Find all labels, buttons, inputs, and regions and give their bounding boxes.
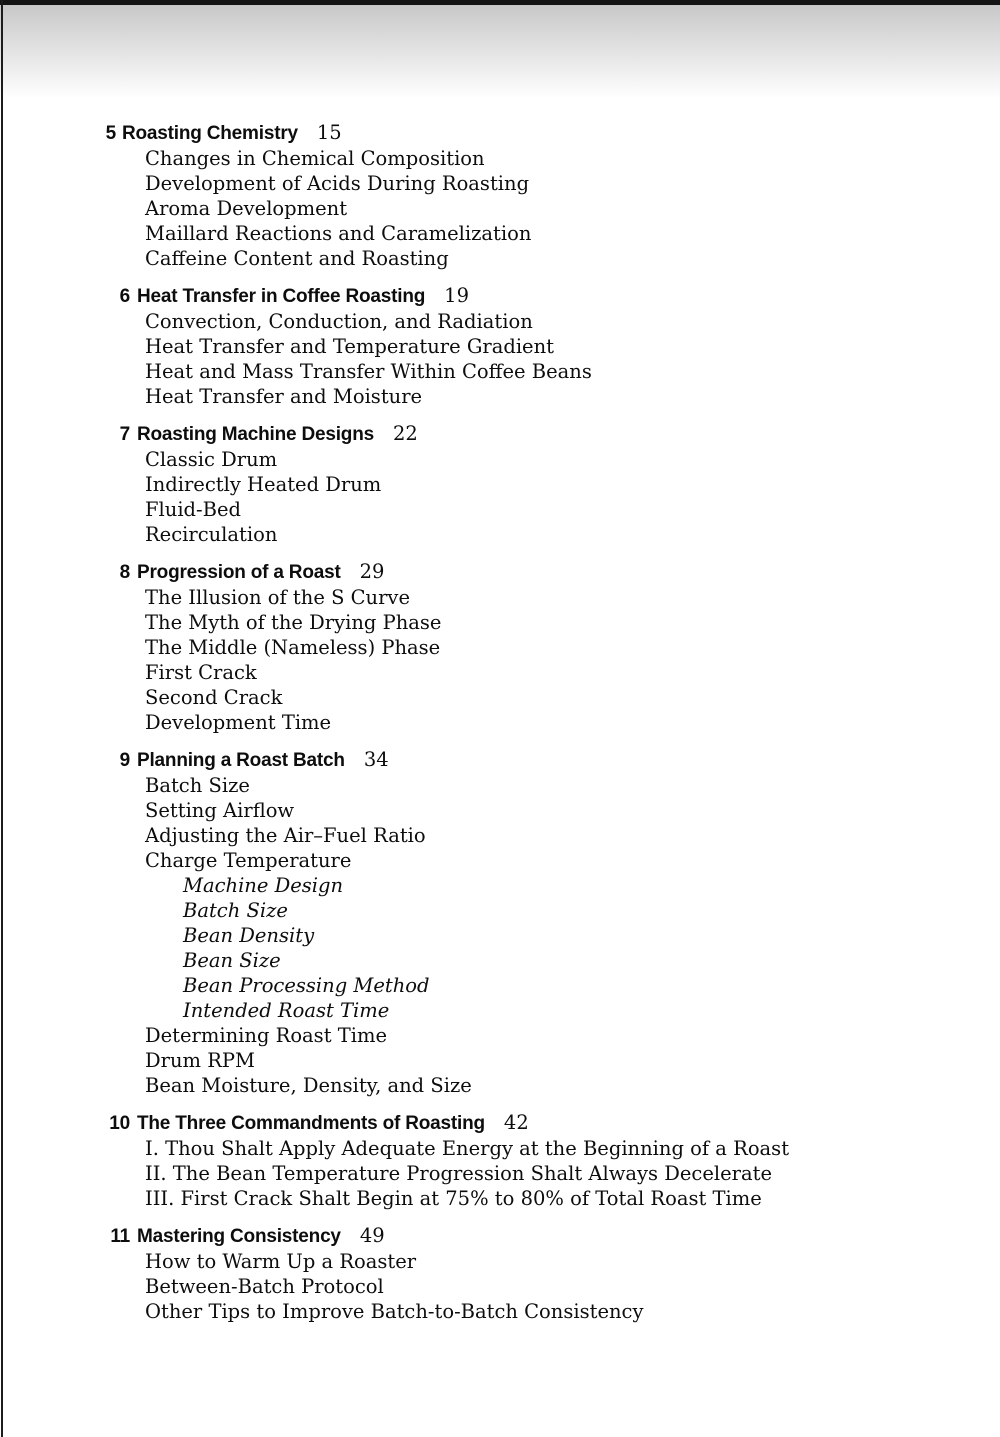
chapter-number: 11 <box>110 1226 130 1247</box>
page-top-shadow <box>0 5 1000 107</box>
chapter-page-number: 29 <box>359 560 385 583</box>
top-edge-bar <box>0 0 1000 5</box>
toc-entry: Charge Temperature <box>145 849 352 872</box>
chapter-page-number: 42 <box>503 1111 529 1134</box>
chapter-title: Mastering Consistency <box>137 1226 341 1247</box>
toc-entry: Changes in Chemical Composition <box>145 147 485 170</box>
toc-chapter <box>0 747 900 1098</box>
toc-subentry: Bean Size <box>183 949 281 972</box>
toc-subentry: Intended Roast Time <box>183 999 390 1022</box>
toc-entry: Heat Transfer and Moisture <box>145 385 423 408</box>
toc-entry: Between-Batch Protocol <box>145 1275 384 1298</box>
chapter-heading <box>0 421 900 447</box>
chapter-number: 9 <box>119 750 130 771</box>
toc-entry: Development of Acids During Roasting <box>145 172 530 195</box>
toc-entry: Second Crack <box>145 686 283 709</box>
chapter-page-number: 19 <box>444 284 469 307</box>
chapter-entries <box>0 447 900 547</box>
toc-entry: Determining Roast Time <box>145 1024 387 1047</box>
chapter-heading <box>0 747 900 773</box>
chapter-page-number: 22 <box>392 422 418 445</box>
toc-entry: II. The Bean Temperature Progression Shalt Always Decelerate <box>145 1162 772 1185</box>
toc-entry: Drum RPM <box>145 1049 255 1072</box>
chapter-heading <box>0 1110 900 1136</box>
toc-subentry: Batch Size <box>183 899 288 922</box>
toc-entry: The Myth of the Drying Phase <box>145 611 442 634</box>
chapter-number: 7 <box>119 424 130 445</box>
toc-entry: Setting Airflow <box>145 799 295 822</box>
chapter-entries <box>0 1136 900 1211</box>
chapter-entries <box>0 146 900 271</box>
toc-chapter <box>0 559 900 735</box>
left-edge-line <box>1 0 3 1437</box>
chapter-title: Roasting Machine Designs <box>137 424 374 445</box>
toc-entry: Bean Moisture, Density, and Size <box>145 1074 472 1097</box>
toc-entry: Indirectly Heated Drum <box>145 473 382 496</box>
toc-entry: First Crack <box>145 661 257 684</box>
chapter-heading <box>0 283 900 309</box>
toc-subentry: Machine Design <box>183 874 344 897</box>
chapter-title: Progression of a Roast <box>137 562 341 583</box>
chapter-page-number: 34 <box>363 748 389 771</box>
toc-entry: Heat and Mass Transfer Within Coffee Beans <box>145 360 592 383</box>
chapter-title: The Three Commandments of Roasting <box>137 1113 485 1134</box>
chapter-title: Heat Transfer in Coffee Roasting <box>137 286 426 307</box>
toc-entry: Batch Size <box>145 774 250 797</box>
toc-entry: Maillard Reactions and Caramelization <box>145 222 532 245</box>
chapter-entries <box>0 773 900 1098</box>
toc-entry: The Middle (Nameless) Phase <box>145 636 441 659</box>
toc-chapter <box>0 1223 900 1324</box>
toc-subentry: Bean Processing Method <box>183 974 430 997</box>
toc-entry: Recirculation <box>145 523 278 546</box>
toc-entry: Heat Transfer and Temperature Gradient <box>145 335 554 358</box>
toc-entry: Development Time <box>145 711 332 734</box>
chapter-entries <box>0 585 900 735</box>
toc-entry: Caffeine Content and Roasting <box>145 247 449 270</box>
chapter-entries <box>0 309 900 409</box>
toc-entry: Aroma Development <box>145 197 348 220</box>
toc-entry: Fluid-Bed <box>145 498 241 521</box>
toc-entry: How to Warm Up a Roaster <box>145 1250 417 1273</box>
chapter-number: 8 <box>119 562 130 583</box>
chapter-number: 6 <box>119 286 130 307</box>
toc-entry: Convection, Conduction, and Radiation <box>145 310 533 333</box>
chapter-page-number: 49 <box>359 1224 385 1247</box>
chapter-number: 5 <box>105 123 116 144</box>
chapter-number: 10 <box>109 1113 130 1134</box>
chapter-title: Roasting Chemistry <box>122 123 298 144</box>
toc-chapter <box>0 421 900 547</box>
toc-chapter <box>0 120 900 271</box>
toc-chapter <box>0 283 900 409</box>
toc-subentry: Bean Density <box>183 924 315 947</box>
chapter-title: Planning a Roast Batch <box>137 750 345 771</box>
chapter-heading <box>0 120 900 146</box>
toc-chapter <box>0 1110 900 1211</box>
chapter-heading <box>0 559 900 585</box>
chapter-entries <box>0 1249 900 1324</box>
toc-entry: I. Thou Shalt Apply Adequate Energy at the Beginning of a Roast <box>145 1137 790 1160</box>
toc-entry: III. First Crack Shalt Begin at 75% to 80% of Total Roast Time <box>145 1187 762 1210</box>
toc-entry: Other Tips to Improve Batch-to-Batch Consistency <box>145 1300 644 1323</box>
toc-entry: Adjusting the Air–Fuel Ratio <box>145 824 426 847</box>
chapter-page-number: 15 <box>316 121 342 144</box>
toc-entry: The Illusion of the S Curve <box>145 586 410 609</box>
toc-entry: Classic Drum <box>145 448 278 471</box>
chapter-heading <box>0 1223 900 1249</box>
toc <box>0 120 900 1336</box>
